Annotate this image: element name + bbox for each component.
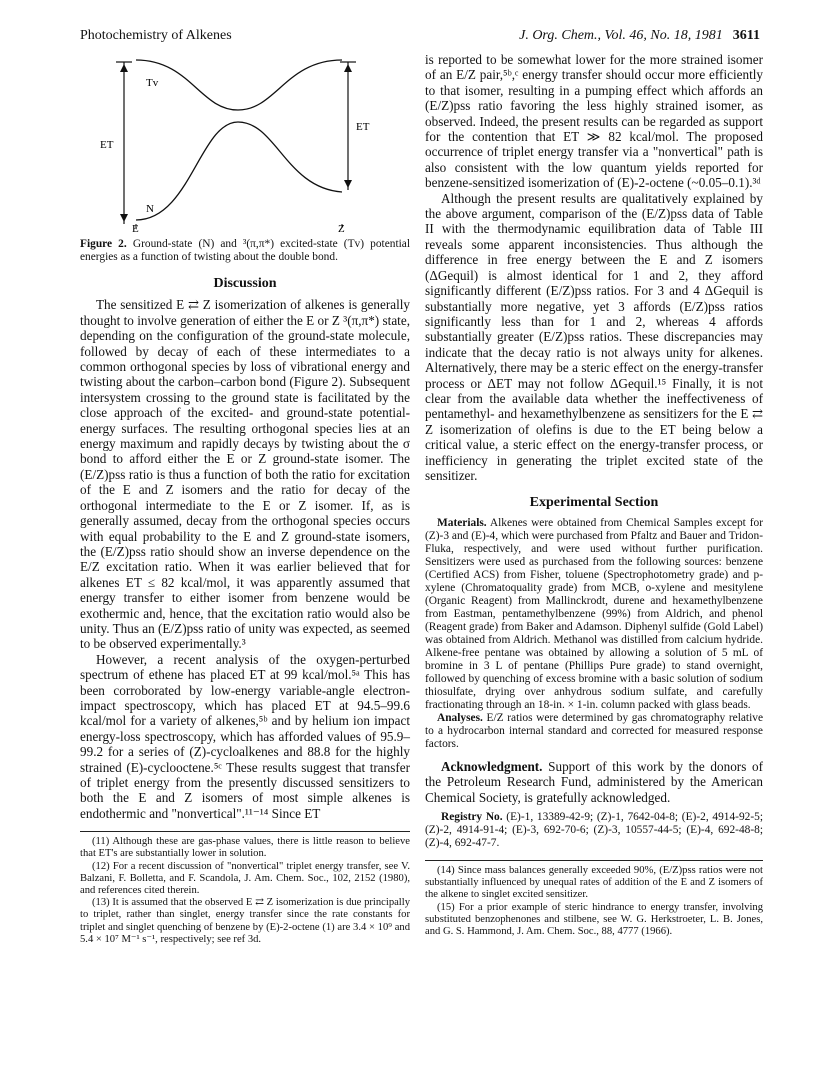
footnotes-left bbox=[80, 831, 410, 946]
registry-label: Registry No. bbox=[441, 811, 503, 823]
registry-text: (E)-1, 13389-42-9; (Z)-1, 7642-04-8; (E)-2, 4914-92-5; (Z)-2, 4914-91-4; (E)-3, 692-70-6; (Z)-3, 10557-44-5; (E)-4, 692-48-8; (Z)-4, 692-47-7. bbox=[425, 811, 763, 849]
discussion-heading: Discussion bbox=[213, 276, 277, 291]
materials-paragraph bbox=[425, 517, 763, 712]
analyses-paragraph bbox=[425, 712, 763, 751]
label-et-right: ET bbox=[356, 121, 370, 133]
acknowledgment-paragraph bbox=[425, 759, 763, 805]
experimental-section bbox=[425, 517, 763, 751]
footnote-12: (12) For a recent discussion of "nonvertical" triplet energy transfer, see V. Balzani, F. Bolletta, and F. Scandola, J. Am. Chem. Soc., 102, 2152 (1980), and references cited therein. bbox=[80, 860, 410, 897]
discussion-continued-1: is reported to be somewhat lower for the more strained isomer of an E/Z pair,⁵ᵇ,ᶜ energy transfer should occur more efficiently to that isomer, resulting in a pumping effect which affords an (E/Z)pss ratio favoring the less highly strained isomer, as observed. Indeed, the present results can be regarded as support for the contention that ET ≫ 82 kcal/mol. The proposed occurrence of triplet energy transfer via a "nonvertical" path is also consistent with the low quantum yields reported for benzene-sensitized isomerization of (E)-2-octene (~0.05–0.1).³ᵈ bbox=[425, 52, 763, 191]
label-tv: Tv bbox=[146, 77, 159, 89]
left-column bbox=[80, 52, 410, 946]
discussion-paragraph-1: The sensitized E ⇄ Z isomerization of alkenes is generally thought to involve generation of either the E or Z ³(π,π*) state, depending on the configuration of the ground-state molecule, followed by decay of each of these intermediates to a common orthogonal species by loss of vibrational energy and twisting about the carbon–carbon bond (Figure 2). Subsequent intersystem crossing to the ground state is facilitated by the close approach of the excited- and ground-state potential-energy surfaces. The resulting orthogonal species lies at an energy maximum and rapidly decays by twisting about the σ bond to afford either the E or Z ground-state isomer. The (E/Z)pss ratio is thus a function of both the ratio for excitation of the E and Z isomers and the ratio for decay of the orthogonal intermediate to the E or Z isomer. If, as is generally assumed, decay from the orthogonal species occurs with equal probability to the E and Z ground-state isomers, the (E/Z)pss ratio should show an inverse dependence on the E/Z excitation ratio. When it was earlier believed that for alkenes ET ≤ 82 kcal/mol, it was apparently assumed that energy transfer to either isomer from benzene would be exothermic and, hence, that the excitation ratio would also be unity. Thus an (E/Z)pss ratio of unity was expected, as seemed to be observed experimentally.³ bbox=[80, 297, 410, 652]
acknowledgment-label: Acknowledgment. bbox=[441, 758, 543, 774]
discussion-paragraph-2: However, a recent analysis of the oxygen-perturbed spectrum of ethene has placed ET at 99 kcal/mol.⁵ᵃ This has been corroborated by low-energy variable-angle electron-impact spectroscopy, which has placed ET at 94.5–99.6 kcal/mol for a variety of alkenes,⁵ᵇ and by helium ion impact energy-loss spectroscopy, which has afforded values of 95.9–99.2 for a series of (Z)-cycloalkenes and 88.8 for the highly strained (E)-cyclooctene.⁵ᶜ These results suggest that transfer of triplet energy from the presently discussed sensitizers to both the E and Z isomers of most simple alkenes is endothermic and "nonvertical".¹¹⁻¹⁴ Since ET bbox=[80, 651, 410, 821]
figure-caption-text: Ground-state (N) and ³(π,π*) excited-state (Tv) potential energies as a function of twisting about the double bond. bbox=[80, 238, 411, 263]
header-page-number: 3611 bbox=[732, 28, 760, 43]
acknowledgment-text: Support of this work by the donors of the Petroleum Research Fund, administered by the American Chemical Society, is gratefully acknowledged. bbox=[425, 758, 763, 805]
label-e: E bbox=[132, 223, 139, 234]
label-et-left: ET bbox=[100, 139, 114, 151]
energy-diagram bbox=[80, 52, 410, 234]
materials-text: Alkenes were obtained from Chemical Samples except for (Z)-3 and (E)-4, which were purchased from Pfaltz and Bauer and Tridon-Fluka, respectively, and were used without further purification. Sensitizers were used as purchased from the following sources: benzene (Certified ACS) from Fisher, toluene (Spectrophotometry grade) and p-xylene (Chromatoquality grade) from MCB, o-xylene and mesitylene (Organic Reagent) from Mallinckrodt, durene and hexamethylbenzene from Eastman, pentamethylbenzene (99%) from Aldrich, and phenol (Reagent grade) from Baker and Adamson. Diphenyl sulfide (Gold Label) was obtained from Aldrich. Methanol was distilled from calcium hydride. Alkene-free pentane was obtained by allowing a solution of 5 mL of bromine in 3 L of pentane (Phillips Pure grade) to stand overnight, followed by quenching of excess bromine with a basic solution of sodium thiosulfate, drying over anhydrous sodium sulfate, and carefully fractionating through an 18-in. × 1-in. column packed with glass beads. bbox=[425, 516, 763, 711]
registry-paragraph bbox=[425, 811, 763, 850]
label-n: N bbox=[146, 203, 154, 215]
footnote-13: (13) It is assumed that the observed E ⇄ Z isomerization is due principally to triplet, rather than singlet, energy transfer since the rate constants for triplet and singlet quenching of benzene by (E)-2-octene (1) are 3.4 × 10⁹ and 5.4 × 10⁷ M⁻¹ s⁻¹, respectively; see ref 3d. bbox=[80, 897, 410, 945]
header-citation bbox=[519, 28, 760, 44]
right-column bbox=[425, 52, 763, 938]
header-section-title: Photochemistry of Alkenes bbox=[80, 28, 232, 43]
footnote-11: (11) Although these are gas-phase values, there is little reason to believe that ET's are substantially lower in solution. bbox=[80, 836, 410, 860]
label-z: Z bbox=[338, 223, 345, 234]
figure-2-diagram bbox=[80, 52, 410, 234]
footnotes-right bbox=[425, 860, 763, 938]
figure-caption-label: Figure 2. bbox=[80, 238, 127, 250]
analyses-label: Analyses. bbox=[437, 711, 483, 724]
discussion-continued-2: Although the present results are qualitatively explained by the above argument, comparison of the (E/Z)pss data of Table II with the thermodynamic equilibration data of Table III reveals some apparent inconsistencies. Thus although the difference in free energy between the E and Z isomers (ΔGequil) is almost identical for 1 and 2, they afford significantly different (E/Z)pss ratios. For 3 and 4 ΔGequil is substantially more negative, yet 3 affords (E/Z)pss ratios significantly less than for 1 and 2, whereas 4 affords substantially greater (E/Z)pss ratios. These discrepancies may indicate that the decay ratio is not always unity for alkenes. Alternatively, there may be a steric effect on the energy-transfer process or ΔET may not follow ΔGequil.¹⁵ Finally, it is not clear from the available data whether the ineffectiveness of pentamethyl- and hexamethylbenzene as sensitizers for the E ⇄ Z isomerization of olefins is due to the ET being below a critical value, a steric effect on the energy-transfer process, or inefficiency in generating the triplet excited state of the sensitizer. bbox=[425, 190, 763, 483]
footnote-15: (15) For a prior example of steric hindrance to energy transfer, involving substituted benzophenones and stilbene, see W. G. Herkstroeter, L. B. Jones, and G. S. Hammond, J. Am. Chem. Soc., 88, 4777 (1966). bbox=[425, 901, 763, 938]
header-journal: J. Org. Chem., Vol. 46, No. 18, 1981 bbox=[519, 28, 723, 43]
experimental-heading: Experimental Section bbox=[529, 495, 659, 511]
analyses-text: E/Z ratios were determined by gas chromatography relative to a hydrocarbon internal standard and corrected for measured response factors. bbox=[425, 711, 763, 750]
materials-label: Materials. bbox=[437, 516, 487, 529]
figure-caption bbox=[80, 238, 410, 264]
running-header bbox=[80, 28, 760, 46]
footnote-14: (14) Since mass balances generally exceeded 90%, (E/Z)pss ratios were not substantially influenced by unequal rates of addition of the E and Z isomers of the alkene to singlet excited sensitizer. bbox=[425, 865, 763, 901]
